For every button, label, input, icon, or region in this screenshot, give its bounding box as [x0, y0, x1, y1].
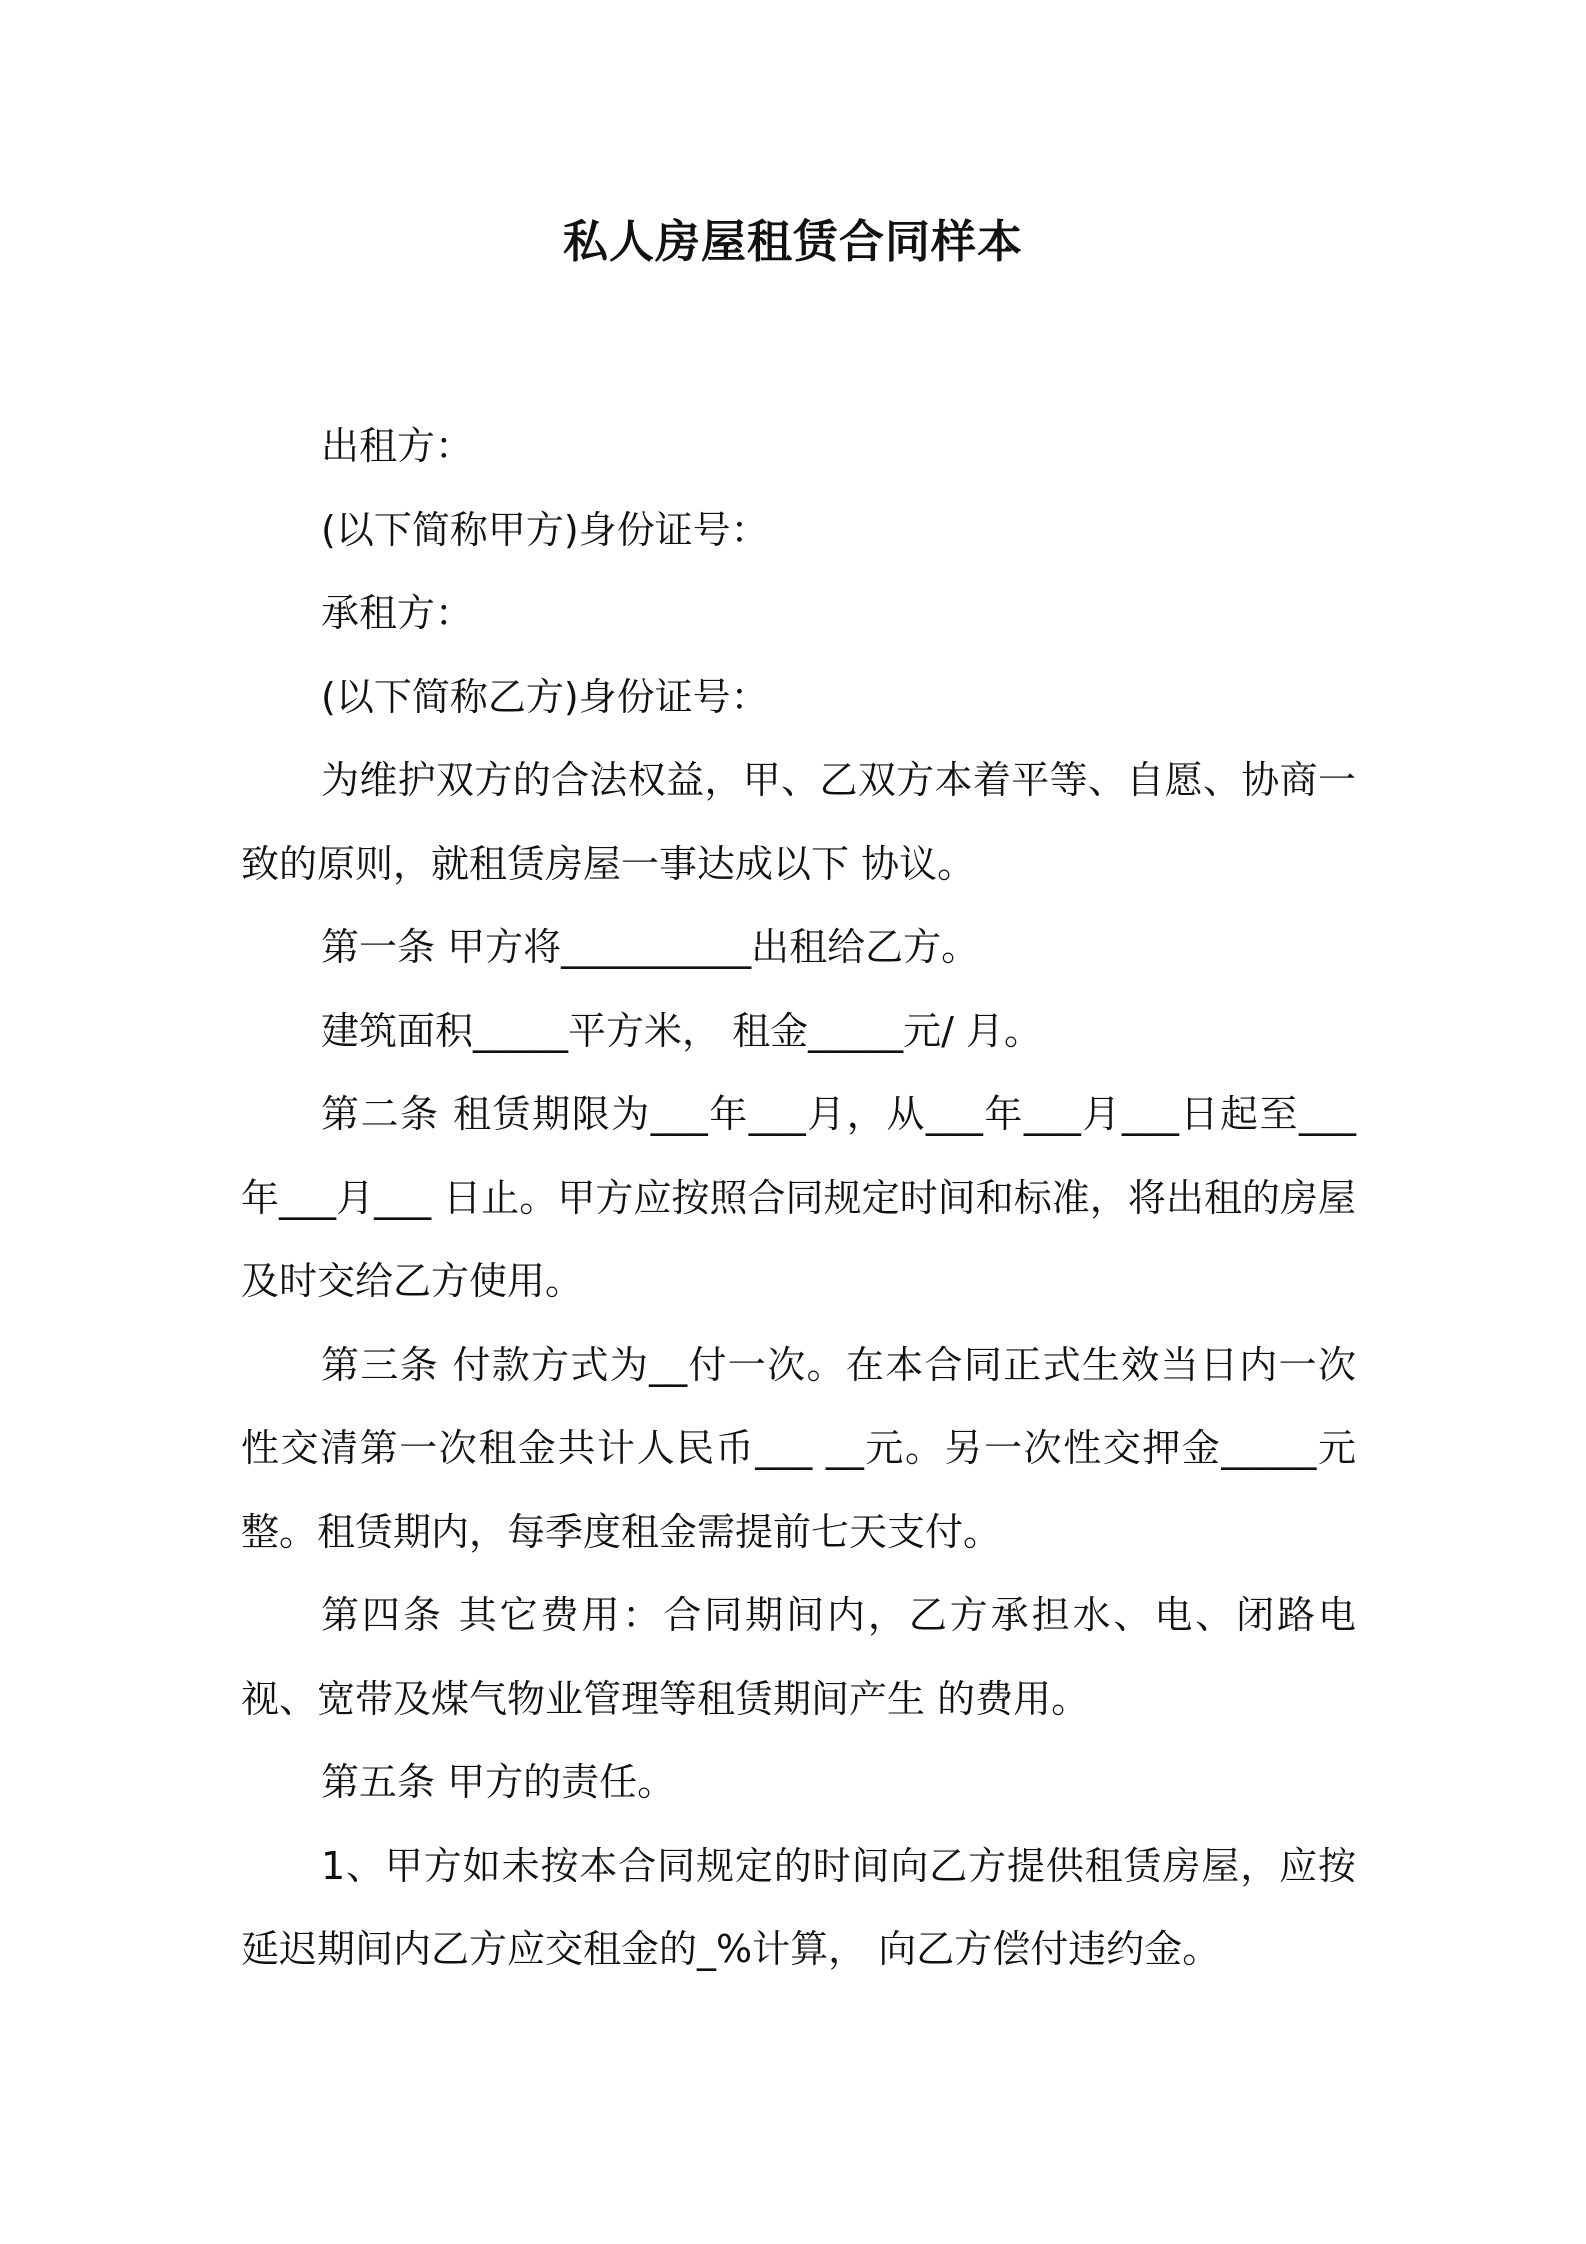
- paragraph-lessor-id: (以下简称甲方)身份证号：: [321, 507, 769, 552]
- paragraph-lessor: 出租方：: [321, 424, 474, 468]
- paragraph-lessee: 承租方：: [321, 591, 474, 635]
- paragraph-article-2: 第二条 租赁期限为___年___月，从___年___月___日起至___年___月___ 日止。甲方应按照合同规定时间和标准，将出租的房屋及时交给乙方使用。: [241, 1092, 1356, 1303]
- document-body: [241, 405, 1356, 1992]
- paragraph-article-3: 第三条 付款方式为__付一次。在本合同正式生效当日内一次性交清第一次租金共计人民币___ __元。另一次性交押金_____元整。租赁期内，每季度租金需提前七天支付。: [241, 1342, 1356, 1554]
- paragraph-article-5-item-1: 1、甲方如未按本合同规定的时间向乙方提供租赁房屋，应按延迟期间内乙方应交租金的_%计算， 向乙方偿付违约金。: [241, 1843, 1356, 1971]
- paragraph-article-5: 第五条 甲方的责任。: [321, 1760, 676, 1804]
- paragraph-article-1: 第一条 甲方将__________出租给乙方。: [321, 925, 980, 969]
- paragraph-area-rent: 建筑面积_____平方米， 租金_____元/ 月。: [321, 1008, 1042, 1053]
- document-title: 私人房屋租赁合同样本: [562, 215, 1023, 268]
- paragraph-lessee-id: (以下简称乙方)身份证号：: [321, 674, 769, 719]
- paragraph-preamble: 为维护双方的合法权益，甲、乙双方本着平等、自愿、协商一致的原则，就租赁房屋一事达成以下 协议。: [241, 758, 1356, 886]
- paragraph-article-4: 第四条 其它费用：合同期间内，乙方承担水、电、闭路电视、宽带及煤气物业管理等租赁期间产生 的费用。: [241, 1593, 1356, 1721]
